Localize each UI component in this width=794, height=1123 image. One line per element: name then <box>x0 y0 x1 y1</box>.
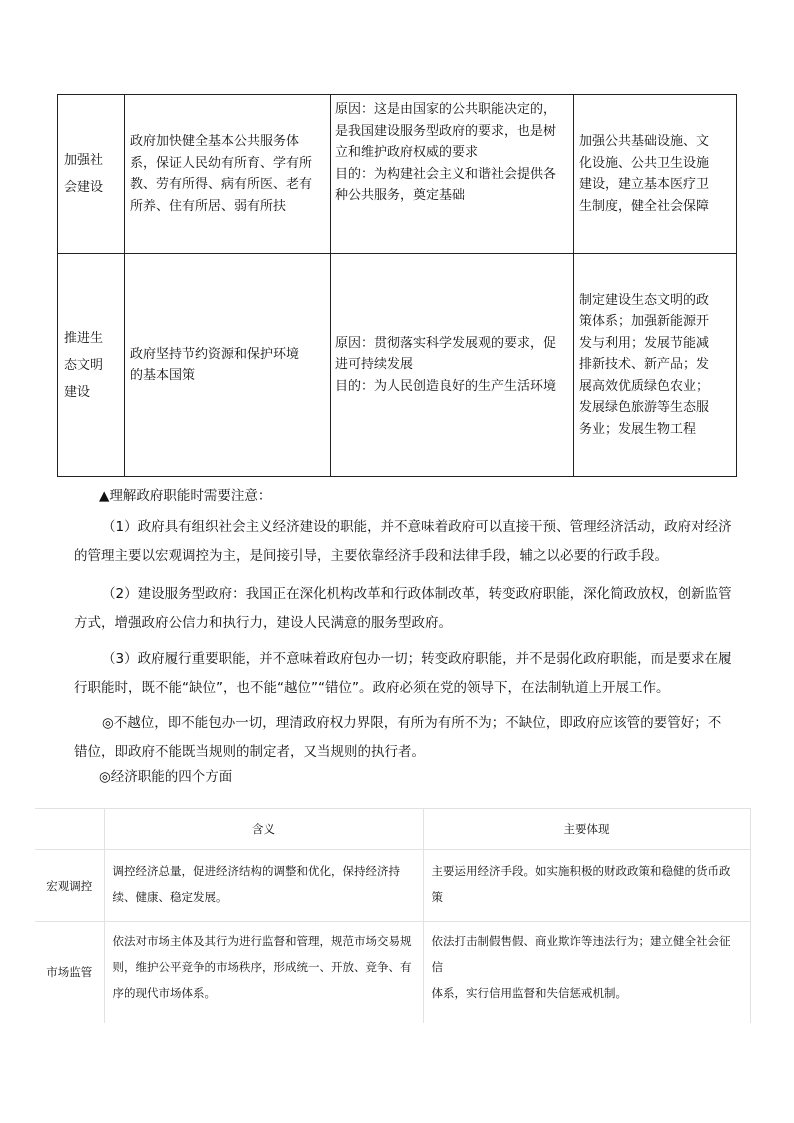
note-paragraph-3: （3）政府履行重要职能，并不意味着政府包办一切；转变政府职能，并不是弱化政府职能，而是要求在履行职能时，既不能“缺位”，也不能“越位”“错位”。政府必须在党的领导下，在法制轨道上开展工作。 <box>74 651 732 696</box>
economic-functions-table <box>35 808 751 1023</box>
row-label: 市场监管 <box>35 922 104 1023</box>
note-paragraph-1: （1）政府具有组织社会主义经济建设的职能，并不意味着政府可以直接干预、管理经济活动，政府对经济的管理主要以宏观调控为主，是间接引导，主要依靠经济手段和法律手段，辅之以必要的行政手段。 <box>74 519 732 564</box>
row-label: 推进生 态文明 建设 <box>58 254 125 477</box>
note-paragraph-4: ◎不越位，即不能包办一切，理清政府权力界限，有所为有所不为；不缺位，即政府应该管的要管好；不错位，即政府不能既当规则的制定者，又当规则的执行者。 <box>74 715 722 760</box>
measure-cell: 政府坚持节约资源和保护环境 的基本国策 <box>125 254 331 477</box>
measure-cell: 政府加快健全基本公共服务体 系，保证人民幼有所育、学有所 教、劳有所得、病有所医、老有 所养、住有所居、弱有所扶 <box>125 95 331 254</box>
meaning-cell: 依法对市场主体及其行为进行监督和管理，规范市场交易规 则，维护公平竞争的市场秩序，形成统一、开放、竞争、有 序的现代市场体系。 <box>104 922 423 1023</box>
action-cell: 加强公共基础设施、文 化设施、公共卫生设施 建设，建立基本医疗卫 生制度，健全社会保障 <box>574 95 737 254</box>
header-empty <box>35 809 104 850</box>
table-header-row <box>35 809 750 850</box>
embodiment-cell: 主要运用经济手段。如实施积极的财政政策和稳健的货币政策 <box>423 850 750 922</box>
notes-heading: ▲理解政府职能时需要注意： <box>99 488 272 504</box>
economic-functions-heading: ◎经济职能的四个方面 <box>99 769 233 785</box>
table-row <box>58 254 737 477</box>
table-row <box>58 95 737 254</box>
meaning-cell: 调控经济总量，促进经济结构的调整和优化，保持经济持 续、健康、稳定发展。 <box>104 850 423 922</box>
row-label: 加强社 会建设 <box>58 95 125 254</box>
embodiment-cell: 依法打击制假售假、商业欺诈等违法行为；建立健全社会征信 体系，实行信用监督和失信惩戒机制。 <box>423 922 750 1023</box>
row-label: 宏观调控 <box>35 850 104 922</box>
note-paragraph-2: （2）建设服务型政府：我国正在深化机构改革和行政体制改革，转变政府职能，深化简政放权，创新监管方式，增强政府公信力和执行力，建设人民满意的服务型政府。 <box>74 586 732 631</box>
reason-cell: 原因：贯彻落实科学发展观的要求，促 进可持续发展 目的：为人民创造良好的生产生活环境 <box>331 254 574 477</box>
table-row <box>35 922 750 1023</box>
government-functions-table <box>57 94 737 477</box>
table-row <box>35 850 750 922</box>
action-cell: 制定建设生态文明的政 策体系；加强新能源开 发与利用；发展节能减 排新技术、新产品；发 展高效优质绿色农业； 发展绿色旅游等生态服 务业；发展生物工程 <box>574 254 737 477</box>
header-embodiment: 主要体现 <box>423 809 750 850</box>
header-meaning: 含义 <box>104 809 423 850</box>
reason-cell: 原因：这是由国家的公共职能决定的， 是我国建设服务型政府的要求，也是树 立和维护政府权威的要求 目的：为构建社会主义和谐社会提供各 种公共服务，奠定基础 <box>331 95 574 254</box>
